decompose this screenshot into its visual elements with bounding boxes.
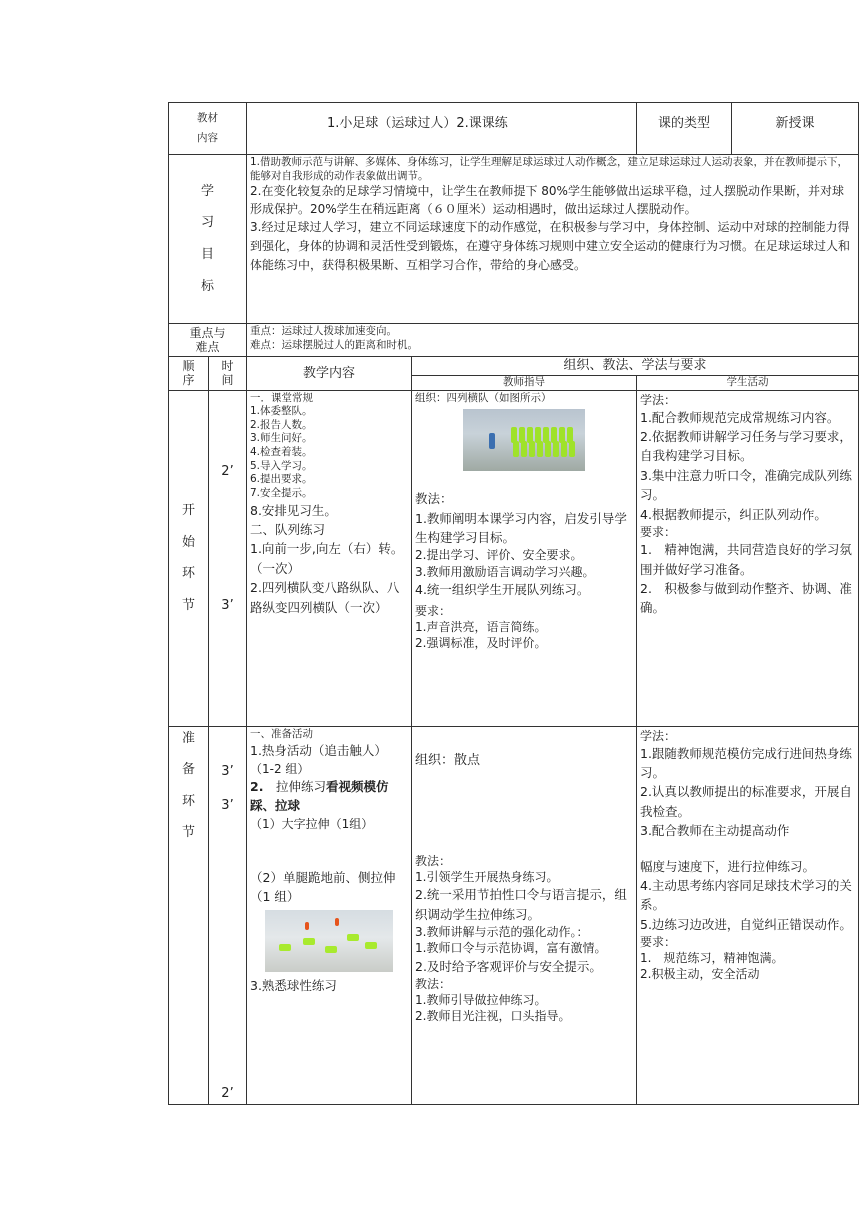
start-teacher-item: 要求：	[415, 604, 452, 619]
objective-1: 1.借助教师示范与讲解、多媒体、身体练习，让学生理解足球运球过人动作概念，建立足球运球过人运动表象，并在教师提示下，能够对自我形成的动作表象做出调节。	[250, 156, 849, 182]
prep-item: 1.热身活动（追击触人）	[250, 743, 387, 759]
start-student-item: 1. 精神饱满，共同营造良好的学习氛围并做好学习准备。	[640, 542, 852, 577]
start-item: 1.体委整队。	[250, 405, 313, 418]
start-teacher-item: 2.提出学习、评价、安全要求。	[415, 548, 583, 563]
prep-student-item: 要求：	[640, 935, 677, 950]
col-order-1: 顺	[182, 358, 195, 373]
teacher-figure	[489, 433, 495, 449]
start-section-row	[169, 390, 859, 726]
objectives-row	[169, 155, 859, 324]
start-content	[247, 390, 412, 726]
prep-teacher-item: 1.教师引导做拉伸练习。	[415, 993, 547, 1008]
start-student-item: 要求：	[640, 524, 677, 539]
objective-2: 2.在变化较复杂的足球学习情境中，让学生在教师提下 80%学生能够做出运球平稳，过人摆脱动作果断，并对球形成保护。20%学生在稍远距离（６０厘米）运动相遇时，做出运球过人摆脱动作。	[250, 184, 844, 216]
formation-photo	[463, 409, 585, 471]
start-item: 二、队列练习	[250, 522, 326, 538]
col-order-2: 序	[182, 373, 195, 388]
keypoints-content	[247, 324, 859, 357]
prep-item-stretch	[250, 777, 408, 816]
prep-stretch-bold: 看视频模仿踩、拉球	[250, 778, 389, 814]
lesson-type-label: 课的类型	[637, 103, 732, 155]
start-item: 4.检查着装。	[250, 446, 313, 459]
start-label-char: 环	[181, 566, 195, 582]
start-student-item: 3.集中注意力听口令，准确完成队列练习。	[640, 467, 852, 503]
prep-label-char: 备	[181, 762, 195, 778]
prep-student-item: 学法：	[640, 728, 677, 743]
start-teacher-item: 1.教师阐明本课学习内容，启发引导学生构建学习目标。	[415, 510, 627, 545]
start-student-item: 1.配合教师规范完成常规练习内容。	[640, 409, 840, 425]
start-label-char: 始	[181, 534, 195, 550]
col-order	[169, 357, 209, 391]
start-teacher-item: 4.统一组织学生开展队列练习。	[415, 581, 590, 597]
prep-time-2: 3’	[221, 797, 234, 813]
start-item: 6.提出要求。	[250, 473, 313, 486]
col-time	[209, 357, 247, 391]
prep-label-char: 准	[181, 730, 195, 746]
start-item: 2.四列横队变八路纵队、八路纵变四列横队（一次）	[250, 580, 400, 615]
start-teacher-item: 3.教师用激励语言调动学习兴趣。	[415, 564, 595, 579]
start-time-1: 2’	[221, 463, 234, 479]
material-label	[169, 103, 247, 155]
col-group: 组织、教法、学法与要求	[412, 357, 859, 376]
prep-teacher-item: 2.教师目光注视，口头指导。	[415, 1009, 571, 1024]
prep-label	[169, 726, 209, 1104]
col-time-1: 时	[221, 358, 234, 373]
material-content: 1.小足球（运球过人）2.课课练	[247, 103, 637, 155]
prep-teacher-item: 3.教师讲解与示范的强化动作。：	[415, 925, 589, 940]
key-point: 重点：运球过人拨球加速变向。	[250, 325, 397, 337]
lesson-type-value: 新授课	[732, 103, 859, 155]
prep-time-3: 2’	[221, 1085, 234, 1101]
prep-section-row	[169, 726, 859, 1104]
start-teacher-item: 教法：	[415, 491, 453, 507]
keypoints-label-2: 难点	[195, 340, 220, 354]
start-student-item: 学法：	[640, 392, 677, 407]
obj-label-char: 标	[200, 278, 214, 294]
lesson-plan	[168, 102, 858, 1105]
start-times	[209, 390, 247, 726]
start-teacher	[412, 390, 637, 726]
prep-student-item: 5.边练习边改进，自觉纠正错误动作。	[640, 916, 852, 932]
start-item: 5.导入学习。	[250, 459, 313, 472]
prep-teacher-org: 组织：散点	[415, 752, 481, 768]
lesson-table	[168, 102, 859, 1105]
obj-label-char: 习	[200, 215, 214, 231]
start-teacher-item: 2.强调标准，及时评价。	[415, 636, 547, 651]
prep-teacher-item: 1.引领学生开展热身练习。	[415, 870, 559, 885]
objectives-label	[169, 155, 247, 324]
start-label-char: 节	[181, 597, 195, 613]
start-item: 一．课堂常规	[250, 391, 313, 404]
prep-student-item: 幅度与速度下，进行拉伸练习。	[640, 858, 816, 874]
prep-item: 一、准备活动	[250, 727, 313, 740]
prep-teacher-item: 2.统一采用节拍性口令与语言提示，组织调动学生拉伸练习。	[415, 887, 627, 922]
prep-times	[209, 726, 247, 1104]
stretch-photo	[265, 910, 393, 972]
start-label-char: 开	[181, 502, 195, 518]
start-teacher-org: 组织：四列横队（如图所示）	[415, 391, 552, 404]
objectives-content	[247, 155, 859, 324]
prep-student-item: 1. 规范练习，精神饱满。	[640, 951, 784, 966]
prep-item: （1-2 组）	[250, 761, 310, 776]
start-student	[637, 390, 859, 726]
start-item: 8.安排见习生。	[250, 502, 337, 518]
prep-item: （1）大字拉伸（1组）	[250, 816, 374, 831]
prep-student-item: 1.跟随教师规范模仿完成行进间热身练习。	[640, 745, 852, 781]
prep-teacher	[412, 726, 637, 1104]
prep-item: （2）单腿跪地前、侧拉伸（1 组）	[250, 869, 396, 905]
keypoints-row	[169, 324, 859, 357]
start-student-item: 4.根据教师提示，纠正队列动作。	[640, 506, 827, 522]
prep-teacher-item: 教法：	[415, 976, 452, 991]
prep-student-item: 3.配合教师在主动提高动作	[640, 823, 790, 839]
col-student: 学生活动	[637, 375, 859, 390]
material-label-2: 内容	[197, 131, 218, 144]
col-teacher: 教师指导	[412, 375, 637, 390]
obj-label-char: 目	[200, 247, 214, 262]
objective-3: 3.经过足球过人学习，建立不同运球速度下的动作感觉，在积极参与学习中，身体控制、运动中对球的控制能力得到强化，身体的协调和灵活性受到锻炼，在遵守身体练习规则中建立安全运动的健康行为习惯。在足球运球过人和体能练习中，获得积极果断、互相学习合作，带给的身心感受。	[250, 220, 851, 273]
prep-time-1: 3’	[221, 763, 234, 779]
difficult-point: 难点：运球摆脱过人的距离和时机。	[250, 338, 418, 351]
prep-stretch-text: 拉伸练习	[275, 778, 326, 794]
material-label-1: 教材	[197, 111, 218, 124]
obj-label-char: 学	[200, 183, 214, 199]
start-time-2: 3’	[221, 597, 234, 613]
header-row	[169, 103, 859, 155]
prep-label-char: 环	[181, 793, 195, 809]
prep-student-item: 2.认真以教师提出的标准要求，开展自我检查。	[640, 784, 852, 819]
prep-student-item: 4.主动思考练内容同足球技术学习的关系。	[640, 877, 852, 913]
col-time-2: 间	[221, 373, 234, 388]
col-content: 教学内容	[247, 357, 412, 391]
prep-student-item: 2.积极主动，安全活动	[640, 967, 760, 982]
start-student-item: 2. 积极参与做到动作整齐、协调、准确。	[640, 580, 852, 616]
prep-label-char: 节	[181, 825, 195, 841]
keypoints-label	[169, 324, 247, 357]
start-item: 2.报告人数。	[250, 418, 313, 431]
start-label	[169, 390, 209, 726]
start-item: 3.师生问好。	[250, 432, 313, 445]
prep-teacher-item: 教法：	[415, 854, 452, 869]
prep-stretch-num: 2.	[250, 778, 276, 794]
prep-item: 3.熟悉球性练习	[250, 978, 337, 994]
prep-content	[247, 726, 412, 1104]
start-student-item: 2.依据教师讲解学习任务与学习要求，自我构建学习目标。	[640, 429, 852, 464]
start-item: 1.向前一步,向左（右）转。（一次）	[250, 541, 404, 576]
start-item: 7.安全提示。	[250, 487, 313, 500]
prep-teacher-item: 1.教师口令与示范协调，富有激情。	[415, 941, 607, 956]
keypoints-label-1: 重点与	[189, 325, 226, 340]
start-teacher-item: 1.声音洪亮，语言简练。	[415, 620, 547, 635]
prep-student	[637, 726, 859, 1104]
prep-teacher-item: 2.及时给予客观评价与安全提示。	[415, 958, 602, 974]
column-header-row	[169, 357, 859, 376]
